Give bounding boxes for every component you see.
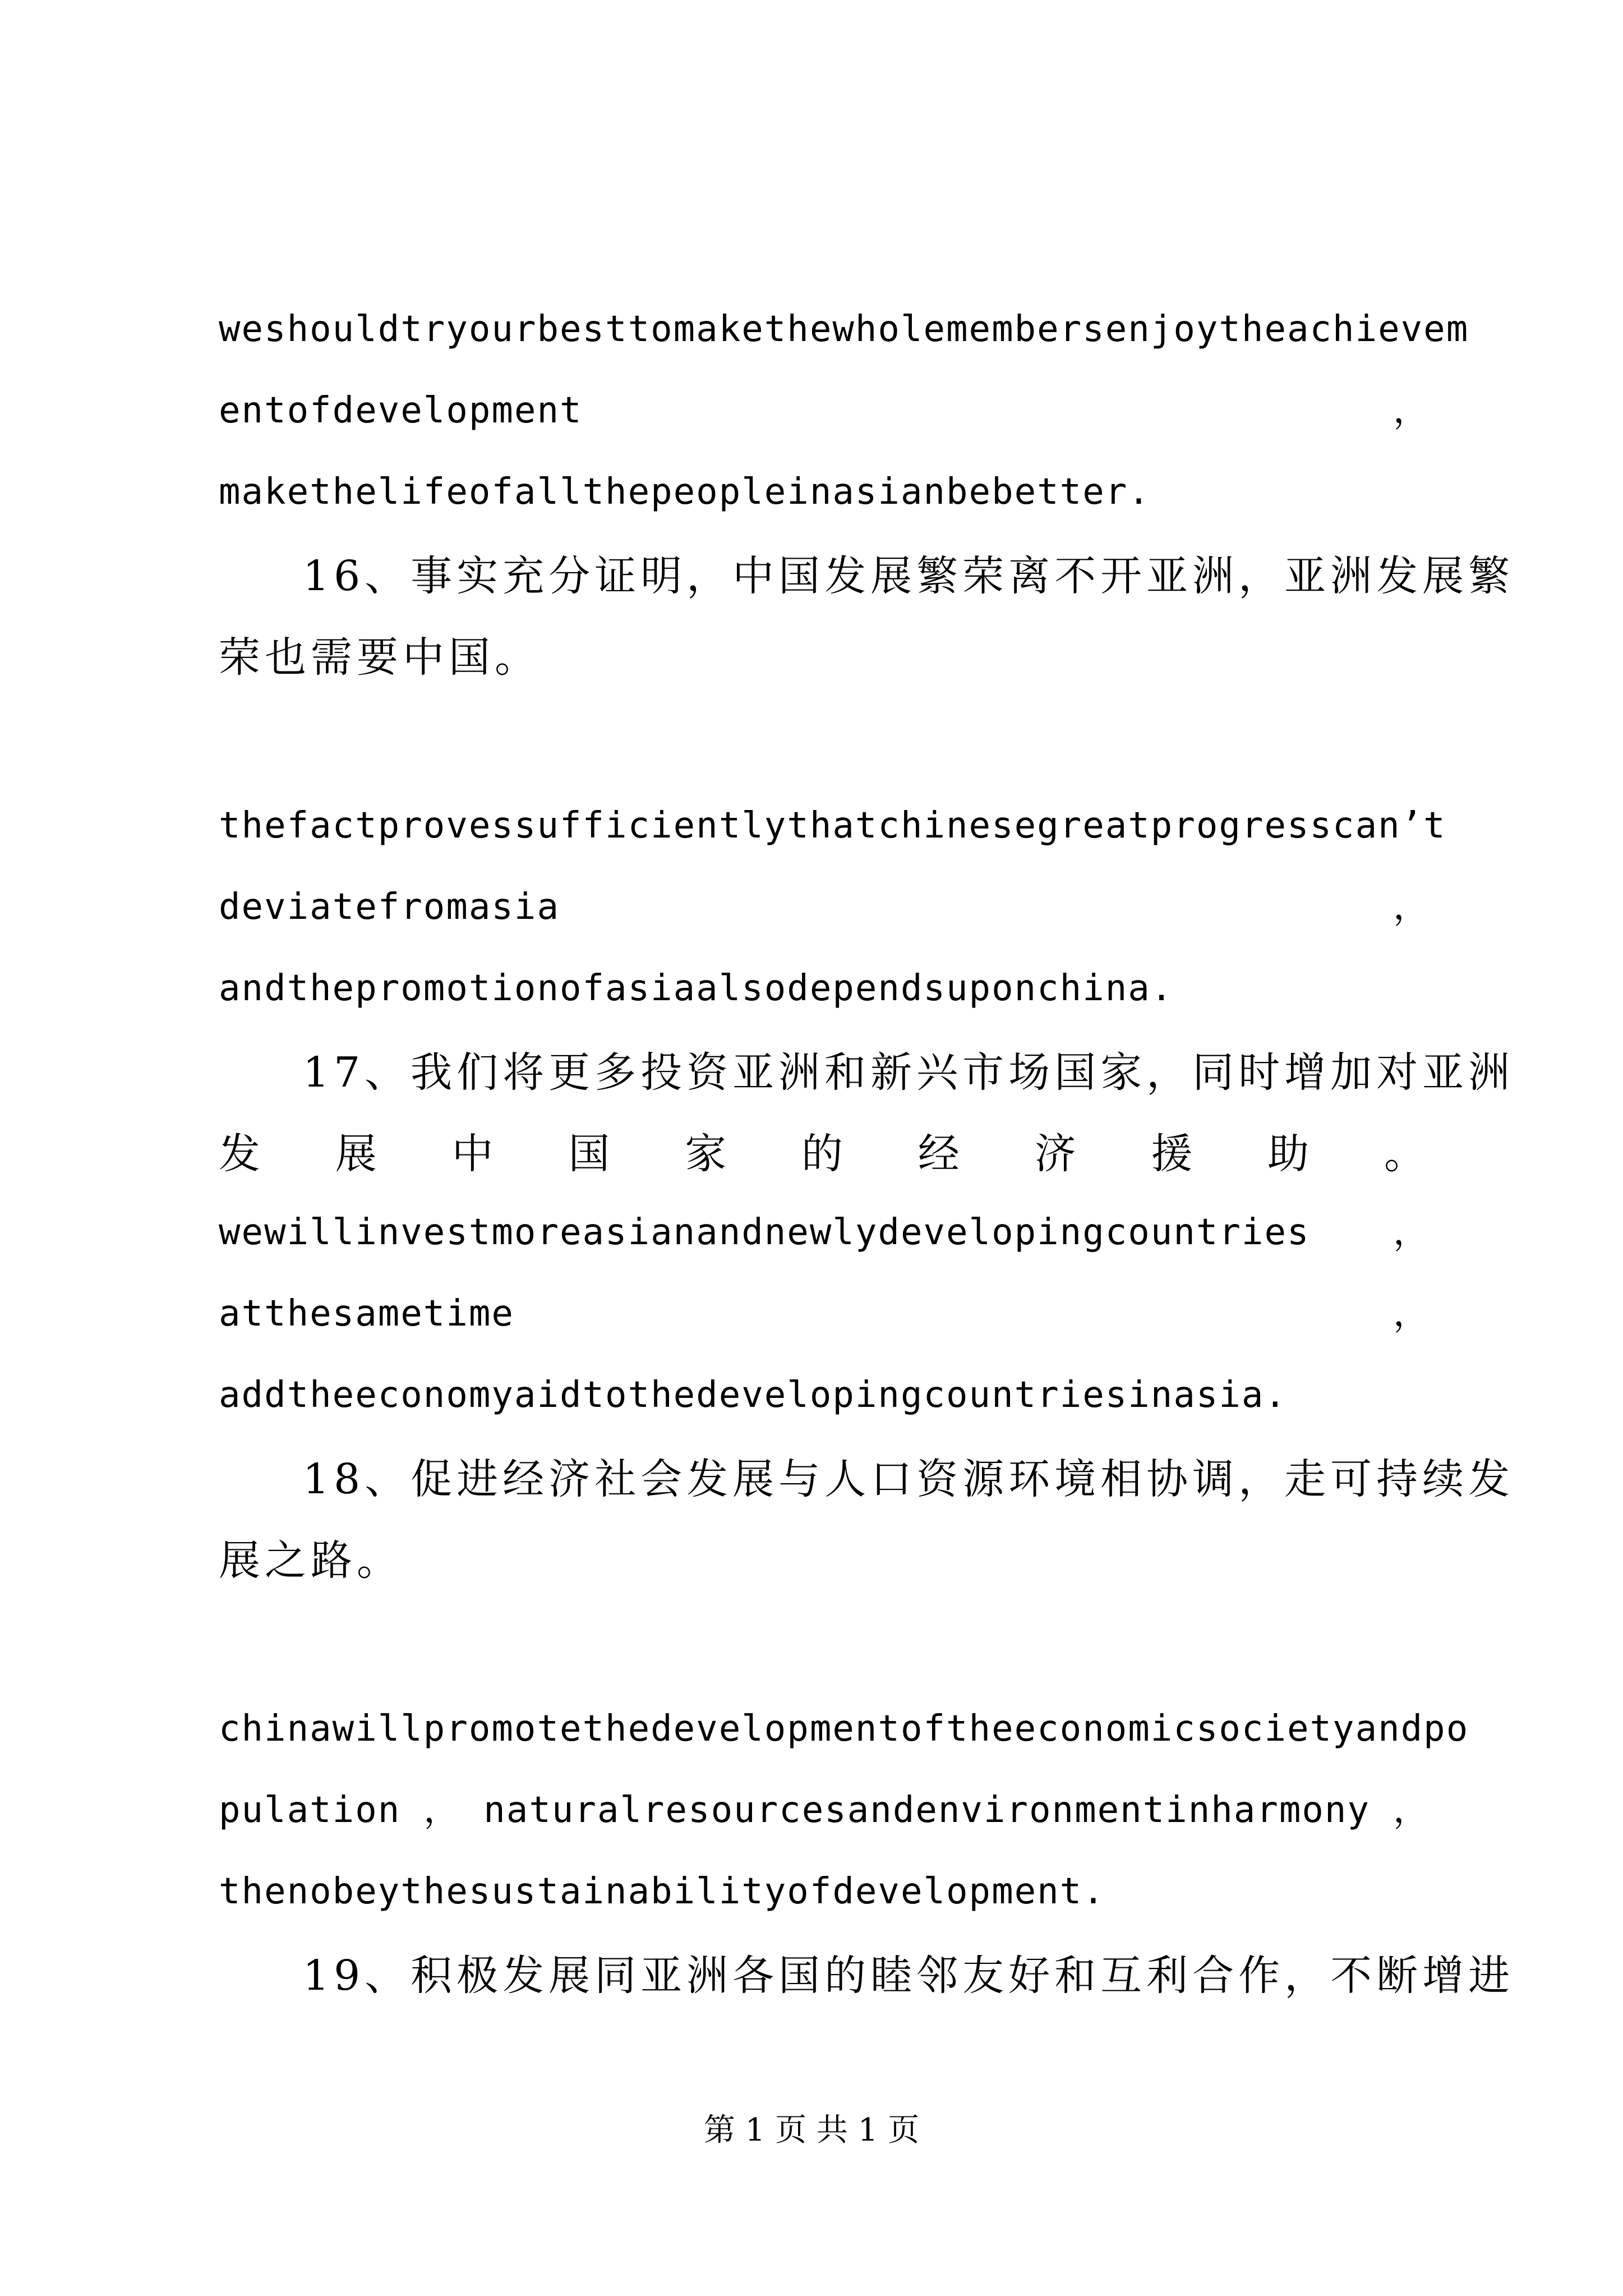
- text-line: [219, 1212, 1430, 1253]
- text-segment: entofdevelopment: [219, 390, 583, 431]
- punctuation: ，: [1393, 886, 1430, 928]
- text-line: andthepromotionofasiaalsodependsuponchina.: [219, 968, 1174, 1009]
- text-line: [219, 390, 1430, 431]
- text-segment: pulation: [219, 1789, 401, 1831]
- text-line: [219, 1293, 1430, 1335]
- paragraph-16-line-2: 荣也需要中国。: [219, 633, 541, 682]
- paragraph-17-line-2: [219, 1130, 1430, 1178]
- text-line: makethelifeofallthepeopleinasianbebetter.: [219, 471, 1151, 513]
- punctuation: ，: [1393, 1293, 1430, 1335]
- char: 国: [568, 1130, 615, 1178]
- punctuation: ，: [423, 1789, 461, 1831]
- char: 发: [219, 1130, 265, 1178]
- text-segment: atthesametime: [219, 1293, 514, 1335]
- char: 家: [685, 1130, 731, 1178]
- punctuation: ，: [1393, 1212, 1430, 1253]
- text-line: chinawillpromotethedevelopmentoftheeconomicsocietyandpo: [219, 1708, 1469, 1750]
- paragraph-18-line-2: 展之路。: [219, 1536, 403, 1585]
- punctuation: ，: [1393, 390, 1430, 431]
- text-segment: naturalresourcesandenvironmentinharmony: [483, 1789, 1370, 1831]
- char: 展: [335, 1130, 381, 1178]
- text-line: thefactprovessufficientlythatchinesegreatprogresscan’t: [219, 805, 1446, 846]
- char: 中: [451, 1130, 498, 1178]
- paragraph-18-line-1: 18、促进经济社会发展与人口资源环境相协调，走可持续发: [303, 1455, 1515, 1503]
- text-segment: wewillinvestmoreasianandnewlydevelopingcountries: [219, 1212, 1310, 1253]
- page-footer: 第 1 页 共 1 页: [703, 2112, 920, 2148]
- punctuation: ，: [1393, 1789, 1430, 1831]
- paragraph-19-line-1: 19、积极发展同亚洲各国的睦邻友好和互利合作，不断增进: [303, 1952, 1515, 2000]
- text-line: addtheeconomyaidtothedevelopingcountriesinasia.: [219, 1374, 1287, 1416]
- paragraph-16-line-1: 16、事实充分证明，中国发展繁荣离不开亚洲，亚洲发展繁: [303, 552, 1515, 600]
- text-segment: deviatefromasia: [219, 886, 560, 928]
- char: 济: [1034, 1130, 1081, 1178]
- char: 助: [1267, 1130, 1314, 1178]
- text-line: [219, 886, 1430, 928]
- paragraph-17-line-1: 17、我们将更多投资亚洲和新兴市场国家，同时增加对亚洲: [303, 1048, 1515, 1097]
- char: 经: [917, 1130, 964, 1178]
- text-line: thenobeythesustainabilityofdevelopment.: [219, 1871, 1105, 1912]
- char: 。: [1384, 1130, 1430, 1178]
- text-line: [219, 1789, 1430, 1831]
- char: 援: [1151, 1130, 1197, 1178]
- char: 的: [801, 1130, 847, 1178]
- text-line: weshouldtryourbesttomakethewholemembersenjoytheachievem: [219, 309, 1469, 350]
